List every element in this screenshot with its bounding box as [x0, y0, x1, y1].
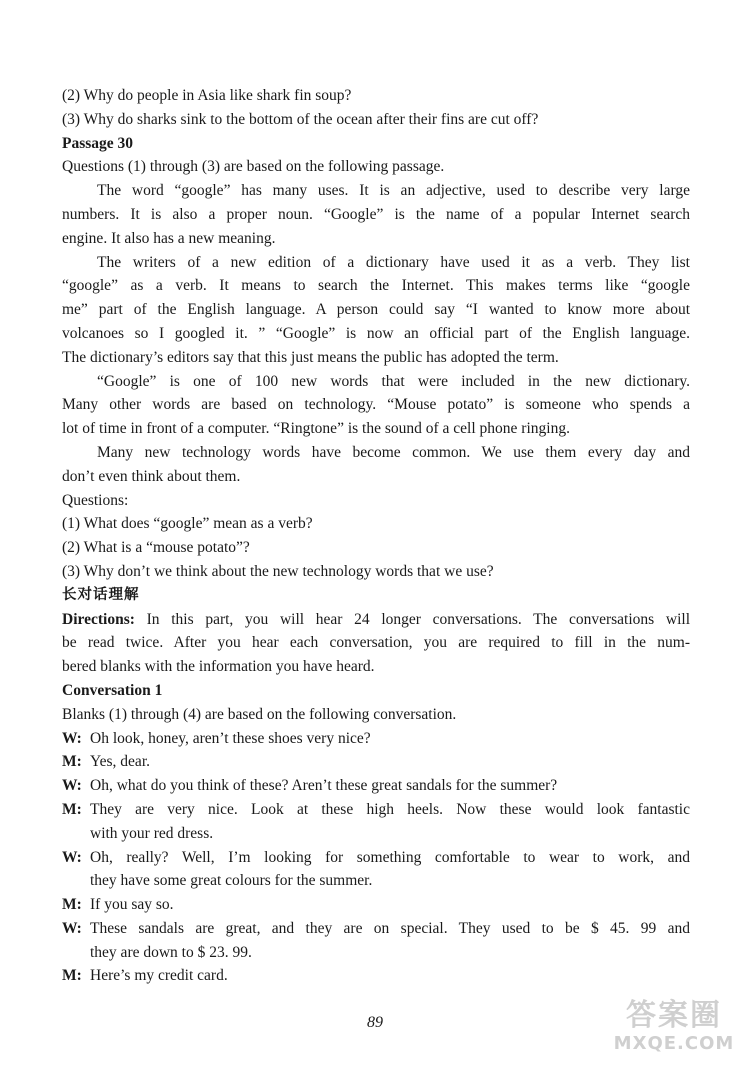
utterance-line: Oh, what do you think of these? Aren’t these great sandals for the summer?	[90, 777, 558, 795]
utterance	[90, 798, 690, 846]
watermark-bottom-text: MXQE.COM	[613, 1033, 735, 1054]
passage-line: volcanoes so I googled it. ” “Google” is now an official part of the English language.	[62, 324, 690, 342]
watermark-logo	[604, 999, 744, 1059]
conversation-title: Conversation 1	[62, 681, 163, 699]
speaker-label: M:	[62, 967, 82, 985]
questions-label: Questions:	[62, 491, 129, 509]
utterance-line: they are down to $ 23. 99.	[90, 943, 252, 961]
utterance-line: These sandals are great, and they are on special. They used to be $ 45. 99 and	[90, 919, 690, 937]
speaker-label: M:	[62, 896, 82, 914]
dialogue-turn	[62, 846, 690, 894]
question-3: (3) Why don’t we think about the new technology words that we use?	[62, 562, 494, 580]
utterance	[90, 774, 690, 798]
page-content	[62, 84, 690, 988]
dialogue-turn	[62, 917, 690, 965]
passage-line: Many new technology words have become common. We use them every day and	[97, 443, 690, 461]
dialogue	[62, 727, 690, 989]
utterance	[90, 964, 690, 988]
speaker-label: W:	[62, 729, 82, 747]
prev-question-3: (3) Why do sharks sink to the bottom of the ocean after their fins are cut off?	[62, 110, 539, 128]
passage-line: The dictionary’s editors say that this just means the public has adopted the term.	[62, 348, 559, 366]
dialogue-turn	[62, 774, 690, 798]
speaker-label: W:	[62, 777, 82, 795]
utterance	[90, 917, 690, 965]
page-number: 89	[367, 1014, 383, 1031]
dialogue-turn	[62, 893, 690, 917]
passage-line: The writers of a new edition of a dictionary have used it as a verb. They list	[97, 253, 690, 271]
dialogue-turn	[62, 798, 690, 846]
utterance-line: Here’s my credit card.	[90, 967, 228, 985]
conversation-intro: Blanks (1) through (4) are based on the following conversation.	[62, 705, 457, 723]
speaker-label: W:	[62, 919, 82, 937]
utterance	[90, 893, 690, 917]
speaker-label: M:	[62, 753, 82, 771]
watermark-top-text: 答案圈	[626, 998, 722, 1033]
passage-intro: Questions (1) through (3) are based on the following passage.	[62, 158, 445, 176]
passage-line: don’t even think about them.	[62, 467, 241, 485]
passage-title: Passage 30	[62, 134, 134, 152]
utterance-line: they have some great colours for the summer.	[90, 872, 373, 890]
speaker-label: W:	[62, 848, 82, 866]
utterance	[90, 727, 690, 751]
utterance	[90, 750, 690, 774]
passage-line: Many other words are based on technology. “Mouse potato” is someone who spends a	[62, 396, 690, 414]
question-2: (2) What is a “mouse potato”?	[62, 539, 250, 557]
utterance-line: Oh, really? Well, I’m looking for something comfortable to wear to work, and	[90, 848, 690, 866]
question-1: (1) What does “google” mean as a verb?	[62, 515, 313, 533]
utterance-line: If you say so.	[90, 896, 174, 914]
utterance-line: Yes, dear.	[90, 753, 150, 771]
dialogue-turn	[62, 964, 690, 988]
passage-line: engine. It also has a new meaning.	[62, 229, 276, 247]
utterance-line: with your red dress.	[90, 824, 214, 842]
dialogue-turn	[62, 750, 690, 774]
directions-line	[62, 608, 690, 632]
passage-line: “Google” is one of 100 new words that were included in the new dictionary.	[97, 372, 690, 390]
passage-line: numbers. It is also a proper noun. “Google” is the name of a popular Internet search	[62, 205, 690, 223]
directions-text: In this part, you will hear 24 longer conversations. The conversations will	[134, 610, 690, 628]
passage-line: me” part of the English language. A person could say “I wanted to know more about	[62, 301, 690, 319]
directions-line: bered blanks with the information you have heard.	[62, 658, 375, 676]
section-title: 长对话理解	[62, 586, 140, 603]
passage-line: “google” as a verb. It means to search the Internet. This makes terms like “google	[62, 277, 690, 295]
prev-question-2: (2) Why do people in Asia like shark fin soup?	[62, 87, 352, 104]
directions-line: be read twice. After you hear each conversation, you are required to fill in the num-	[62, 634, 690, 652]
directions-label: Directions:	[62, 610, 135, 628]
utterance-line: Oh look, honey, aren’t these shoes very nice?	[90, 729, 371, 747]
passage-line: The word “google” has many uses. It is an adjective, used to describe very large	[97, 182, 690, 200]
dialogue-turn	[62, 727, 690, 751]
utterance-line: They are very nice. Look at these high heels. Now these would look fantastic	[90, 800, 690, 818]
passage-line: lot of time in front of a computer. “Ringtone” is the sound of a cell phone ringing.	[62, 420, 570, 438]
speaker-label: M:	[62, 800, 82, 818]
utterance	[90, 846, 690, 894]
